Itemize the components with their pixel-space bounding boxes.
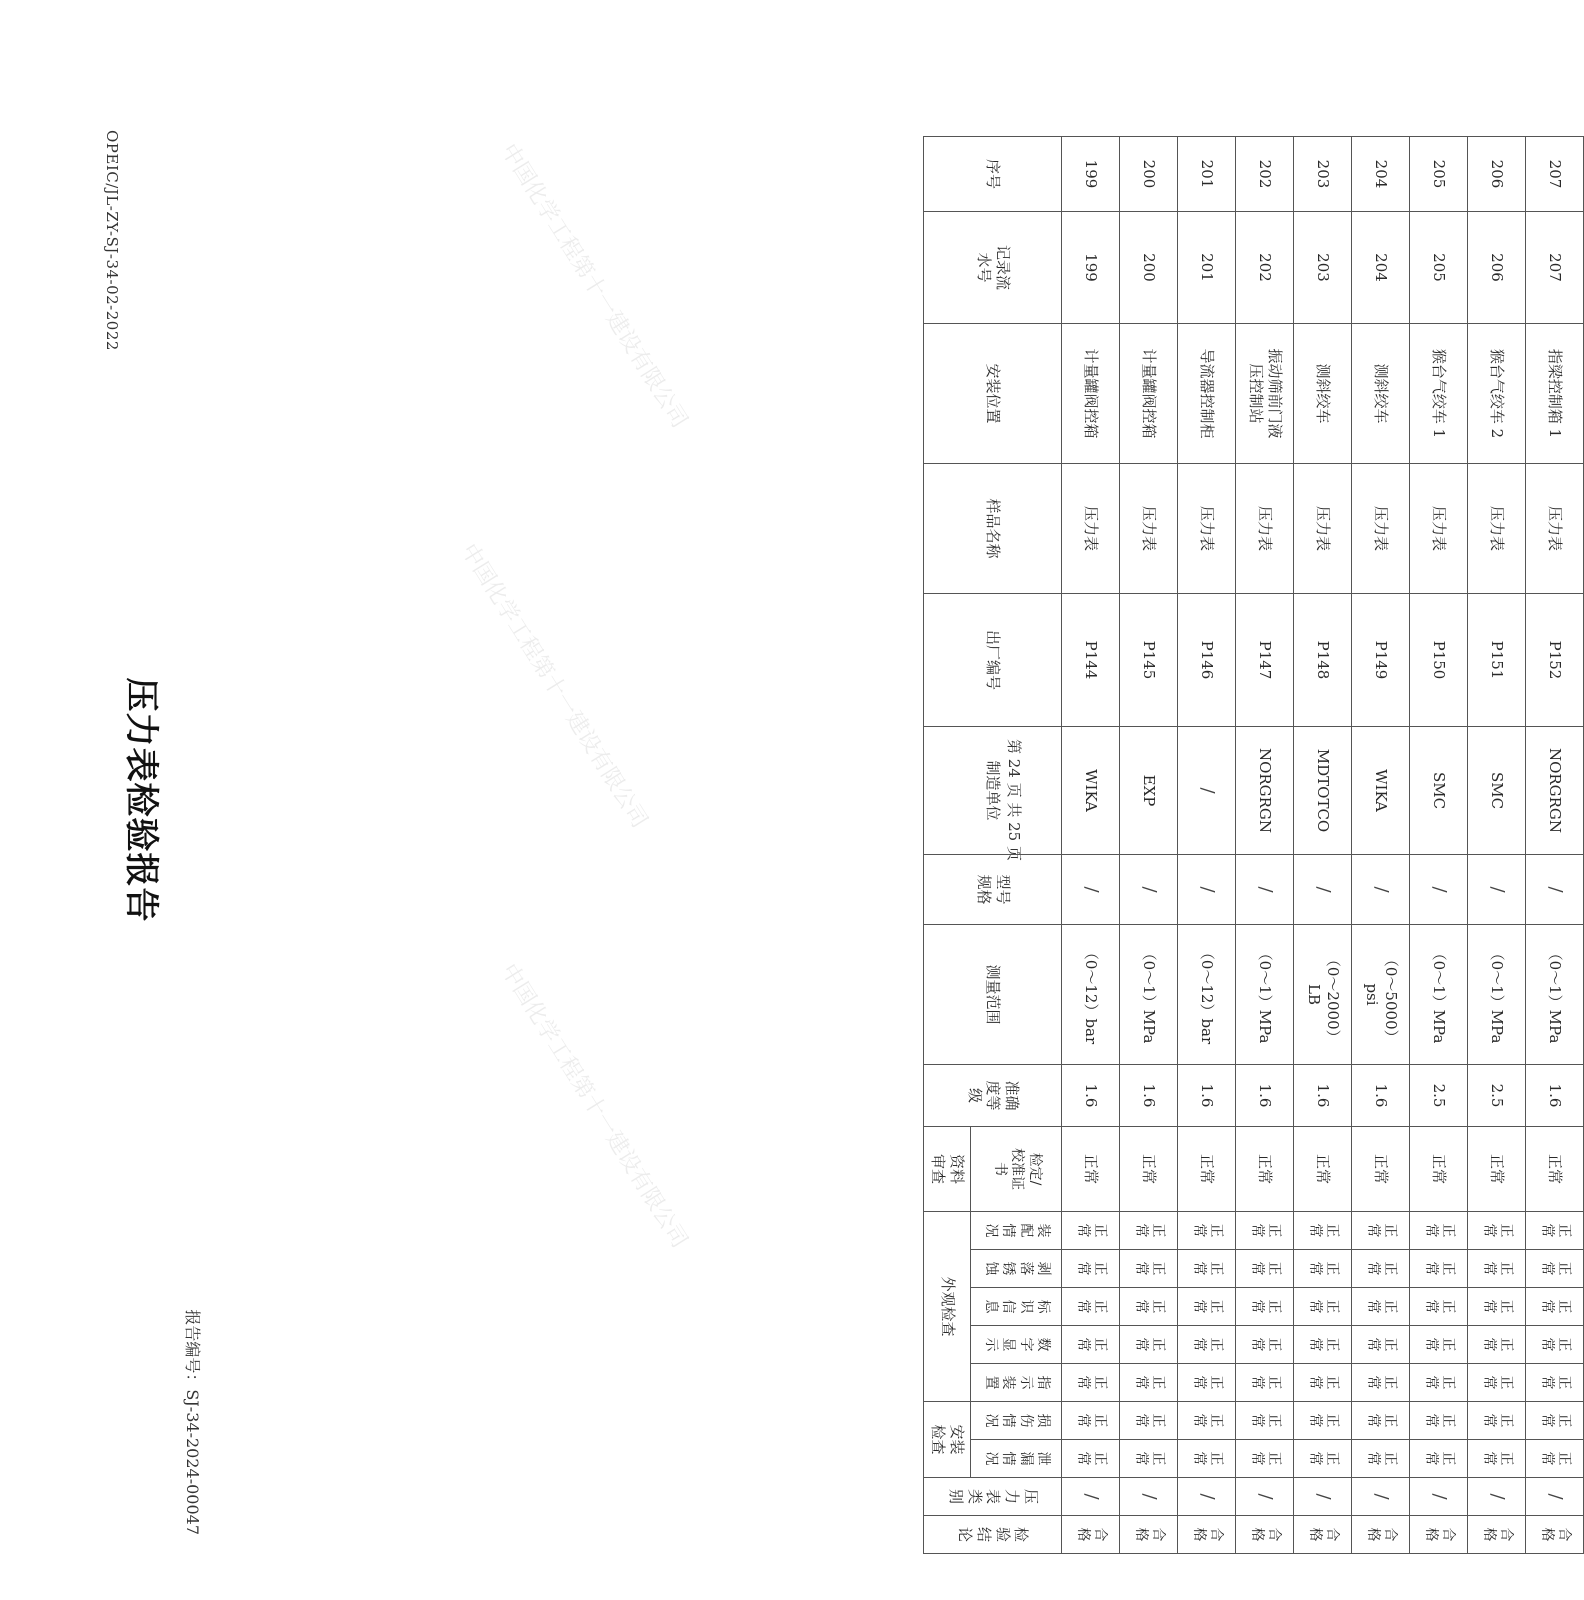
cell-gauge-type: / [1410, 1478, 1468, 1516]
cell-model: / [1468, 855, 1526, 925]
cell-location: 计量罐阀控箱 [1120, 324, 1178, 464]
header-doc-review: 资料审查 [924, 1127, 971, 1212]
cell-cert: 正常 [1062, 1127, 1120, 1212]
cell-assembly: 正常 [1236, 1212, 1294, 1250]
table-body [924, 137, 1584, 1554]
cell-location: 指梁控制箱 1 [1526, 324, 1584, 464]
cell-gauge-type: / [1178, 1478, 1236, 1516]
cell-model: / [1236, 855, 1294, 925]
cell-peeling: 正常 [1352, 1250, 1410, 1288]
cell-pointer: 正常 [1236, 1364, 1294, 1402]
watermark: 中国化学工程第十一建设有限公司 [495, 139, 692, 433]
cell-pointer: 正常 [1062, 1364, 1120, 1402]
cell-pointer: 正常 [1294, 1364, 1352, 1402]
cell-record-no: 202 [1236, 212, 1294, 324]
cell-accuracy: 1.6 [1294, 1065, 1352, 1127]
header-label-info: 标识信息 [971, 1288, 1062, 1326]
cell-sample-name: 压力表 [1120, 464, 1178, 594]
header-accuracy: 准确度等级 [924, 1065, 1062, 1127]
header-sample-name: 样品名称 [924, 464, 1062, 594]
table-header-row [924, 137, 971, 1554]
cell-label-info: 正常 [1120, 1288, 1178, 1326]
cell-gauge-type: / [1294, 1478, 1352, 1516]
header-location: 安装位置 [924, 324, 1062, 464]
cell-peeling: 正常 [1294, 1250, 1352, 1288]
cell-assembly: 正常 [1526, 1212, 1584, 1250]
cell-label-info: 正常 [1410, 1288, 1468, 1326]
cell-accuracy: 1.6 [1062, 1065, 1120, 1127]
cell-pointer: 正常 [1410, 1364, 1468, 1402]
cell-conclusion: 合格 [1120, 1516, 1178, 1554]
cell-peeling: 正常 [1178, 1250, 1236, 1288]
header-digital: 数字显示 [971, 1326, 1062, 1364]
cell-digital: 正常 [1294, 1326, 1352, 1364]
cell-leak: 正常 [1236, 1440, 1294, 1478]
cell-label-info: 正常 [1526, 1288, 1584, 1326]
cell-label-info: 正常 [1178, 1288, 1236, 1326]
cell-accuracy: 1.6 [1352, 1065, 1410, 1127]
cell-digital: 正常 [1062, 1326, 1120, 1364]
inspection-table [923, 136, 1584, 1554]
table-row [1410, 137, 1468, 1554]
cell-model: / [1294, 855, 1352, 925]
cell-damage: 正常 [1468, 1402, 1526, 1440]
cell-seq: 200 [1120, 137, 1178, 212]
cell-digital: 正常 [1410, 1326, 1468, 1364]
cell-factory-no: P151 [1468, 594, 1526, 727]
header-peeling: 剥落锈蚀 [971, 1250, 1062, 1288]
page-title: 压力表检验报告 [121, 677, 161, 923]
cell-digital: 正常 [1352, 1326, 1410, 1364]
cell-model: / [1352, 855, 1410, 925]
cell-peeling: 正常 [1468, 1250, 1526, 1288]
header-range: 测量范围 [924, 925, 1062, 1065]
cell-assembly: 正常 [1178, 1212, 1236, 1250]
header-install-check: 安装检查 [924, 1402, 971, 1478]
cell-gauge-type: / [1526, 1478, 1584, 1516]
header-leak: 泄漏情况 [971, 1440, 1062, 1478]
report-number-label: 报告编号： [183, 1309, 202, 1390]
cell-seq: 199 [1062, 137, 1120, 212]
cell-location: 振动筛前门液压控制站 [1236, 324, 1294, 464]
cell-conclusion: 合格 [1352, 1516, 1410, 1554]
table-row [1526, 137, 1584, 1554]
table-row [1120, 137, 1178, 1554]
header-pointer: 指示装置 [971, 1364, 1062, 1402]
document-code: OPEIC/JL-ZY-SJ-34-02-2022 [103, 130, 121, 351]
cell-range: （0～1）MPa [1526, 925, 1584, 1065]
cell-gauge-type: / [1236, 1478, 1294, 1516]
cell-label-info: 正常 [1468, 1288, 1526, 1326]
cell-record-no: 207 [1526, 212, 1584, 324]
cell-manufacturer: / [1178, 727, 1236, 855]
cell-accuracy: 2.5 [1468, 1065, 1526, 1127]
cell-sample-name: 压力表 [1410, 464, 1468, 594]
cell-damage: 正常 [1352, 1402, 1410, 1440]
cell-range: （0～1）MPa [1410, 925, 1468, 1065]
cell-label-info: 正常 [1062, 1288, 1120, 1326]
cell-manufacturer: NORGRGN [1526, 727, 1584, 855]
cell-leak: 正常 [1120, 1440, 1178, 1478]
cell-conclusion: 合格 [1410, 1516, 1468, 1554]
table-row [1352, 137, 1410, 1554]
cell-assembly: 正常 [1120, 1212, 1178, 1250]
cell-cert: 正常 [1120, 1127, 1178, 1212]
cell-leak: 正常 [1294, 1440, 1352, 1478]
cell-model: / [1526, 855, 1584, 925]
cell-model: / [1410, 855, 1468, 925]
cell-seq: 207 [1526, 137, 1584, 212]
cell-sample-name: 压力表 [1294, 464, 1352, 594]
cell-record-no: 199 [1062, 212, 1120, 324]
cell-sample-name: 压力表 [1062, 464, 1120, 594]
cell-assembly: 正常 [1468, 1212, 1526, 1250]
cell-peeling: 正常 [1526, 1250, 1584, 1288]
cell-gauge-type: / [1352, 1478, 1410, 1516]
cell-sample-name: 压力表 [1352, 464, 1410, 594]
cell-leak: 正常 [1526, 1440, 1584, 1478]
cell-damage: 正常 [1178, 1402, 1236, 1440]
cell-range: （0～2000）LB [1294, 925, 1352, 1065]
header-seq: 序号 [924, 137, 1062, 212]
cell-conclusion: 合格 [1468, 1516, 1526, 1554]
table-row [1236, 137, 1294, 1554]
cell-seq: 202 [1236, 137, 1294, 212]
cell-factory-no: P147 [1236, 594, 1294, 727]
cell-record-no: 204 [1352, 212, 1410, 324]
cell-range: （0～1）MPa [1236, 925, 1294, 1065]
header-cert: 检定/校准证书 [971, 1127, 1062, 1212]
report-number: SJ-34-2024-00047 [183, 1389, 202, 1535]
cell-range: （0～1）MPa [1468, 925, 1526, 1065]
cell-conclusion: 合格 [1178, 1516, 1236, 1554]
cell-seq: 201 [1178, 137, 1236, 212]
cell-pointer: 正常 [1526, 1364, 1584, 1402]
cell-model: / [1062, 855, 1120, 925]
cell-factory-no: P144 [1062, 594, 1120, 727]
cell-conclusion: 合格 [1236, 1516, 1294, 1554]
cell-damage: 正常 [1120, 1402, 1178, 1440]
cell-conclusion: 合格 [1294, 1516, 1352, 1554]
cell-record-no: 200 [1120, 212, 1178, 324]
cell-location: 计量罐阀控箱 [1062, 324, 1120, 464]
header-factory-no: 出厂编号 [924, 594, 1062, 727]
cell-accuracy: 1.6 [1236, 1065, 1294, 1127]
header-damage: 损伤情况 [971, 1402, 1062, 1440]
cell-pointer: 正常 [1468, 1364, 1526, 1402]
cell-assembly: 正常 [1352, 1212, 1410, 1250]
cell-location: 测斜绞车 [1294, 324, 1352, 464]
cell-record-no: 206 [1468, 212, 1526, 324]
cell-assembly: 正常 [1410, 1212, 1468, 1250]
cell-factory-no: P150 [1410, 594, 1468, 727]
header-record-no: 记录流水号 [924, 212, 1062, 324]
cell-factory-no: P149 [1352, 594, 1410, 727]
cell-cert: 正常 [1410, 1127, 1468, 1212]
cell-label-info: 正常 [1352, 1288, 1410, 1326]
cell-cert: 正常 [1236, 1127, 1294, 1212]
table-row [1062, 137, 1120, 1554]
cell-factory-no: P146 [1178, 594, 1236, 727]
cell-cert: 正常 [1178, 1127, 1236, 1212]
cell-gauge-type: / [1120, 1478, 1178, 1516]
cell-location: 猴台气绞车 2 [1468, 324, 1526, 464]
cell-leak: 正常 [1062, 1440, 1120, 1478]
cell-cert: 正常 [1352, 1127, 1410, 1212]
cell-range: （0～12）bar [1062, 925, 1120, 1065]
header-conclusion: 检验结论 [924, 1516, 1062, 1554]
cell-damage: 正常 [1236, 1402, 1294, 1440]
cell-range: （0～1）MPa [1120, 925, 1178, 1065]
cell-factory-no: P152 [1526, 594, 1584, 727]
cell-range: （0～12）bar [1178, 925, 1236, 1065]
cell-manufacturer: SMC [1410, 727, 1468, 855]
cell-location: 测斜绞车 [1352, 324, 1410, 464]
cell-peeling: 正常 [1062, 1250, 1120, 1288]
cell-seq: 205 [1410, 137, 1468, 212]
cell-range: （0～5000）psi [1352, 925, 1410, 1065]
cell-peeling: 正常 [1410, 1250, 1468, 1288]
cell-record-no: 203 [1294, 212, 1352, 324]
cell-assembly: 正常 [1294, 1212, 1352, 1250]
table-row [1468, 137, 1526, 1554]
cell-digital: 正常 [1468, 1326, 1526, 1364]
table-row [1294, 137, 1352, 1554]
cell-peeling: 正常 [1120, 1250, 1178, 1288]
cell-accuracy: 2.5 [1410, 1065, 1468, 1127]
cell-conclusion: 合格 [1526, 1516, 1584, 1554]
cell-leak: 正常 [1410, 1440, 1468, 1478]
cell-peeling: 正常 [1236, 1250, 1294, 1288]
header-assembly: 装配情况 [971, 1212, 1062, 1250]
cell-manufacturer: MDTOTCO [1294, 727, 1352, 855]
report-number-line [182, 120, 205, 1600]
cell-pointer: 正常 [1352, 1364, 1410, 1402]
cell-leak: 正常 [1178, 1440, 1236, 1478]
header-appearance: 外观检查 [924, 1212, 971, 1402]
cell-sample-name: 压力表 [1468, 464, 1526, 594]
cell-label-info: 正常 [1294, 1288, 1352, 1326]
cell-manufacturer: EXP [1120, 727, 1178, 855]
cell-location: 猴台气绞车 1 [1410, 324, 1468, 464]
cell-gauge-type: / [1468, 1478, 1526, 1516]
cell-model: / [1178, 855, 1236, 925]
cell-leak: 正常 [1468, 1440, 1526, 1478]
cell-seq: 203 [1294, 137, 1352, 212]
cell-seq: 204 [1352, 137, 1410, 212]
cell-seq: 206 [1468, 137, 1526, 212]
cell-manufacturer: WIKA [1062, 727, 1120, 855]
cell-damage: 正常 [1294, 1402, 1352, 1440]
cell-pointer: 正常 [1178, 1364, 1236, 1402]
cell-model: / [1120, 855, 1178, 925]
cell-cert: 正常 [1294, 1127, 1352, 1212]
cell-factory-no: P148 [1294, 594, 1352, 727]
cell-pointer: 正常 [1120, 1364, 1178, 1402]
table-row [1178, 137, 1236, 1554]
cell-digital: 正常 [1526, 1326, 1584, 1364]
cell-digital: 正常 [1236, 1326, 1294, 1364]
cell-assembly: 正常 [1062, 1212, 1120, 1250]
watermark: 中国化学工程第十一建设有限公司 [455, 539, 652, 833]
cell-cert: 正常 [1526, 1127, 1584, 1212]
cell-sample-name: 压力表 [1526, 464, 1584, 594]
cell-factory-no: P145 [1120, 594, 1178, 727]
watermark: 中国化学工程第十一建设有限公司 [495, 959, 692, 1253]
cell-manufacturer: WIKA [1352, 727, 1410, 855]
cell-record-no: 201 [1178, 212, 1236, 324]
header-model: 型号规格 [924, 855, 1062, 925]
header-manufacturer: 制造单位 [924, 727, 1062, 855]
cell-cert: 正常 [1468, 1127, 1526, 1212]
cell-damage: 正常 [1526, 1402, 1584, 1440]
cell-manufacturer: NORGRGN [1236, 727, 1294, 855]
cell-leak: 正常 [1352, 1440, 1410, 1478]
cell-digital: 正常 [1120, 1326, 1178, 1364]
cell-location: 导流器控制柜 [1178, 324, 1236, 464]
cell-damage: 正常 [1062, 1402, 1120, 1440]
page-footer: 第 24 页 共 25 页 [1005, 738, 1023, 861]
cell-digital: 正常 [1178, 1326, 1236, 1364]
cell-conclusion: 合格 [1062, 1516, 1120, 1554]
cell-accuracy: 1.6 [1120, 1065, 1178, 1127]
cell-sample-name: 压力表 [1178, 464, 1236, 594]
header-gauge-type: 压力表类别 [924, 1478, 1062, 1516]
cell-manufacturer: SMC [1468, 727, 1526, 855]
cell-accuracy: 1.6 [1178, 1065, 1236, 1127]
cell-record-no: 205 [1410, 212, 1468, 324]
cell-label-info: 正常 [1236, 1288, 1294, 1326]
cell-sample-name: 压力表 [1236, 464, 1294, 594]
cell-gauge-type: / [1062, 1478, 1120, 1516]
cell-accuracy: 1.6 [1526, 1065, 1584, 1127]
cell-damage: 正常 [1410, 1402, 1468, 1440]
